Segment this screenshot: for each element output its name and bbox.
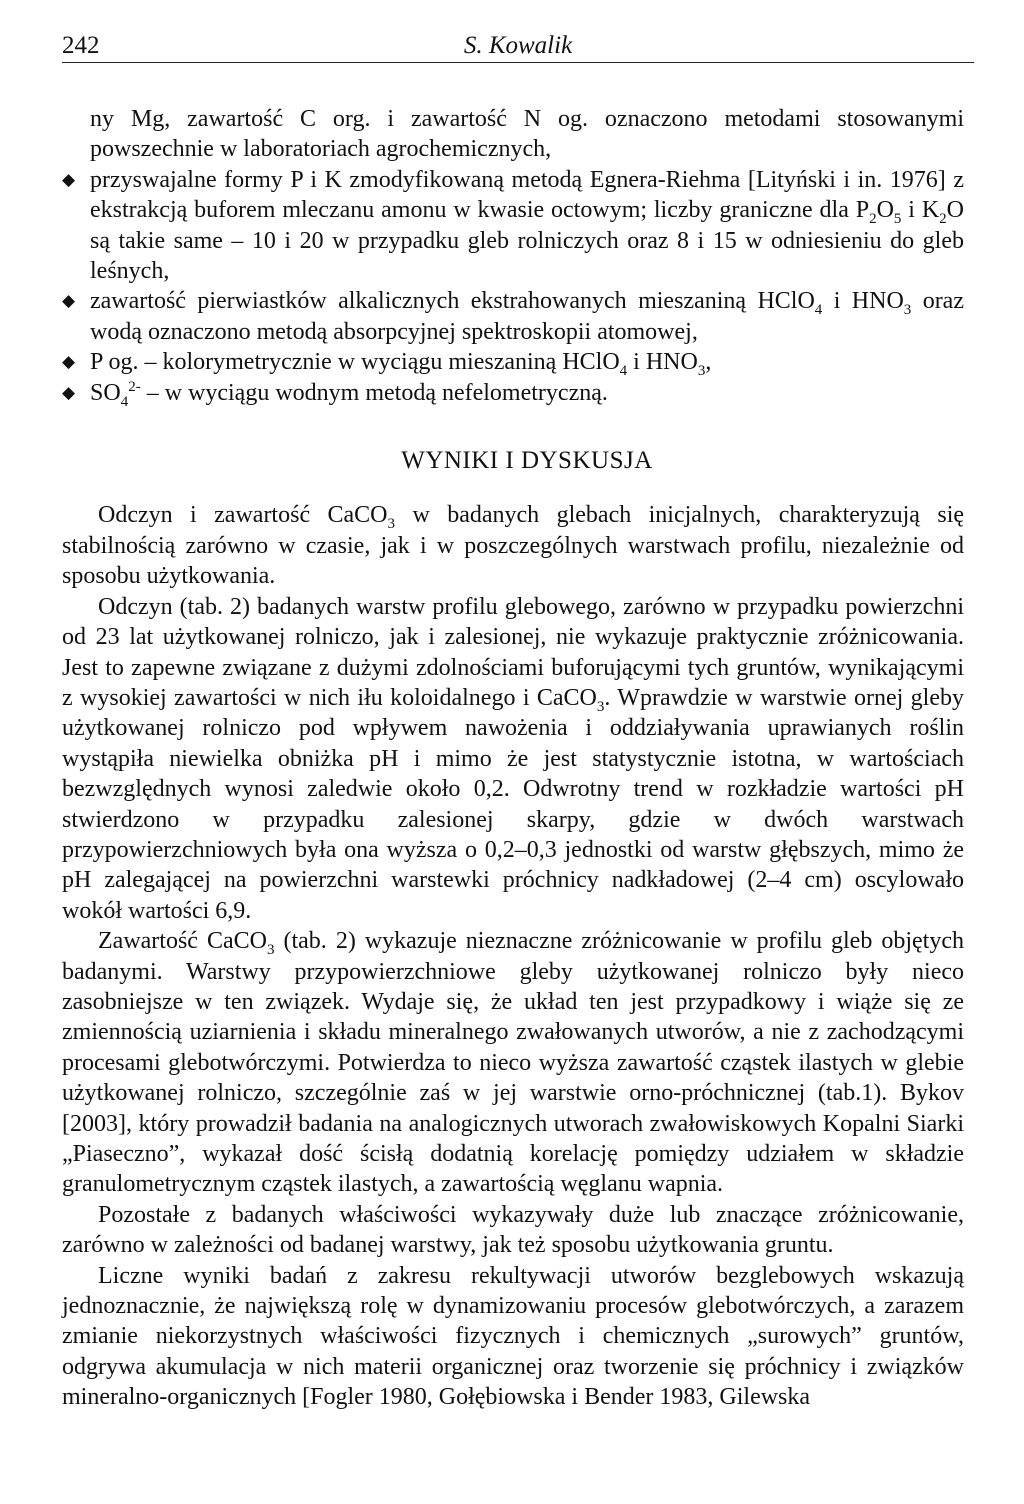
page-content	[62, 104, 965, 1413]
diamond-bullet-icon: ◆	[62, 382, 76, 402]
section-heading: WYNIKI I DYSKUSJA	[401, 447, 653, 475]
intro-paragraph: ny Mg, zawartość C org. i zawartość N og. oznaczono metodami stosowanymi powszechnie w laboratoriach agrochemicznych,	[90, 106, 964, 163]
page-number: 242	[62, 32, 100, 59]
diamond-bullet-icon: ◆	[62, 291, 76, 311]
diamond-bullet-icon: ◆	[62, 169, 76, 189]
diamond-bullet-icon: ◆	[62, 352, 76, 372]
list-item: ◆ P og. – kolorymetrycznie w wyciągu mieszaniną HClO$_4$ i $HNO_3$,	[62, 349, 712, 380]
methods-list	[62, 165, 965, 410]
paragraph: Pozostałe z badanych właściwości wykazywały duże lub znaczące zróżnicowanie, zarówno w zależności od badanej warstwy, jak też sposobu użytkowania gruntu.	[62, 1201, 964, 1259]
paragraph: Liczne wyniki badań z zakresu rekultywacji utworów bezglebowych wskazują jednoznacznie, że największą rolę w dynamizowaniu procesów glebotwórczych, a zarazem zmianie niekorzystnych właściwości fizycznych i chemicznych „surowych” gruntów, odgrywa akumulacja w nich materii organicznej oraz tworzenie się próchnicy i związków mineralno-organicznych [Fogler 1980, Gołębiowska i Bender 1983, Gilewska	[62, 1262, 964, 1411]
paragraph: Odczyn (tab. 2) badanych warstw profilu glebowego, zarówno w przypadku powierzchni od 23 lat użytkowanej rolniczo, jak i zalesionej, nie wykazuje praktycznie zróżnicowania. Jest to zapewne związane z dużymi zdolnościami buforującymi tych gruntów, wynikającymi z wysokiej zawartości w nich iłu koloidalnego i CaCO$_3$. Wprawdzie w warstwie ornej gleby użytkowanej rolniczo pod wpływem nawożenia i oddziaływania uprawianych roślin wystąpiła niewielka obniżka pH i mimo że jest statystycznie istotna, w wartościach bezwzględnych wynosi zaledwie około 0,2. Odwrotny trend w rozkładzie wartości pH stwierdzono w przypadku zalesionej skarpy, gdzie w dwóch warstwach przypowierzchniowych była ona wyższa o 0,2–0,3 jednostki od warstw głębszych, mimo że pH zalegającej na powierzchni warstewki próchnicy nadkładowej (2–4 cm) oscylowało wokół wartości 6,9.	[62, 593, 964, 924]
results-body	[62, 500, 964, 1412]
running-head: S. Kowalik	[463, 32, 573, 59]
list-item: ◆ przyswajalne formy P i K zmodyfikowaną metodą Egnera-Riehma [Lityński i in. 1976] z ekstrakcją buforem mleczanu amonu w kwasie octowym; liczby graniczne dla $P_2O_5$ i $K_2O$ są takie same – 10 i 20 w przypadku gleb rolniczych oraz 8 i 15 w odniesieniu do gleb leśnych,	[62, 166, 965, 285]
paragraph: Zawartość CaCO$_3$ (tab. 2) wykazuje nieznaczne zróżnicowanie w profilu gleb objętych badanymi. Warstwy przypowierzchniowe gleby użytkowanej rolniczo były nieco zasobniejsze w ten związek. Wydaje się, że układ ten jest przypadkowy i wiąże się ze zmiennością uziarnienia i składu mineralnego zwałowanych utworów, a nie z zachodzącymi procesami glebotwórczymi. Potwierdza to nieco wyższa zawartość cząstek ilastych w glebie użytkowanej rolniczo, szczególnie zaś w jej warstwie orno-próchnicznej (tab.1). Bykov [2003], który prowadził badania na analogicznych utworach zwałowiskowych Kopalni Siarki „Piaseczno”, wykazał dość ścisłą dodatnią korelację pomiędzy udziałem w składzie granulometrycznym cząstek ilastych, a zawartością węglanu wapnia.	[62, 928, 964, 1198]
list-item: ◆ zawartość pierwiastków alkalicznych ekstrahowanych mieszaniną HClO$_4$ i $HNO_3$ oraz wodą oznaczono metodą absorpcyjnej spektroskopii atomowej,	[62, 288, 964, 345]
paragraph: Odczyn i zawartość CaCO$_3$ w badanych glebach inicjalnych, charakteryzują się stabilnością zarówno w czasie, jak i w poszczególnych warstwach profilu, niezależnie od sposobu użytkowania.	[62, 502, 965, 590]
page-header	[62, 32, 974, 63]
list-item: ◆ $SO_4^{2-}$ – w wyciągu wodnym metodą nefelometryczną.	[62, 378, 608, 410]
